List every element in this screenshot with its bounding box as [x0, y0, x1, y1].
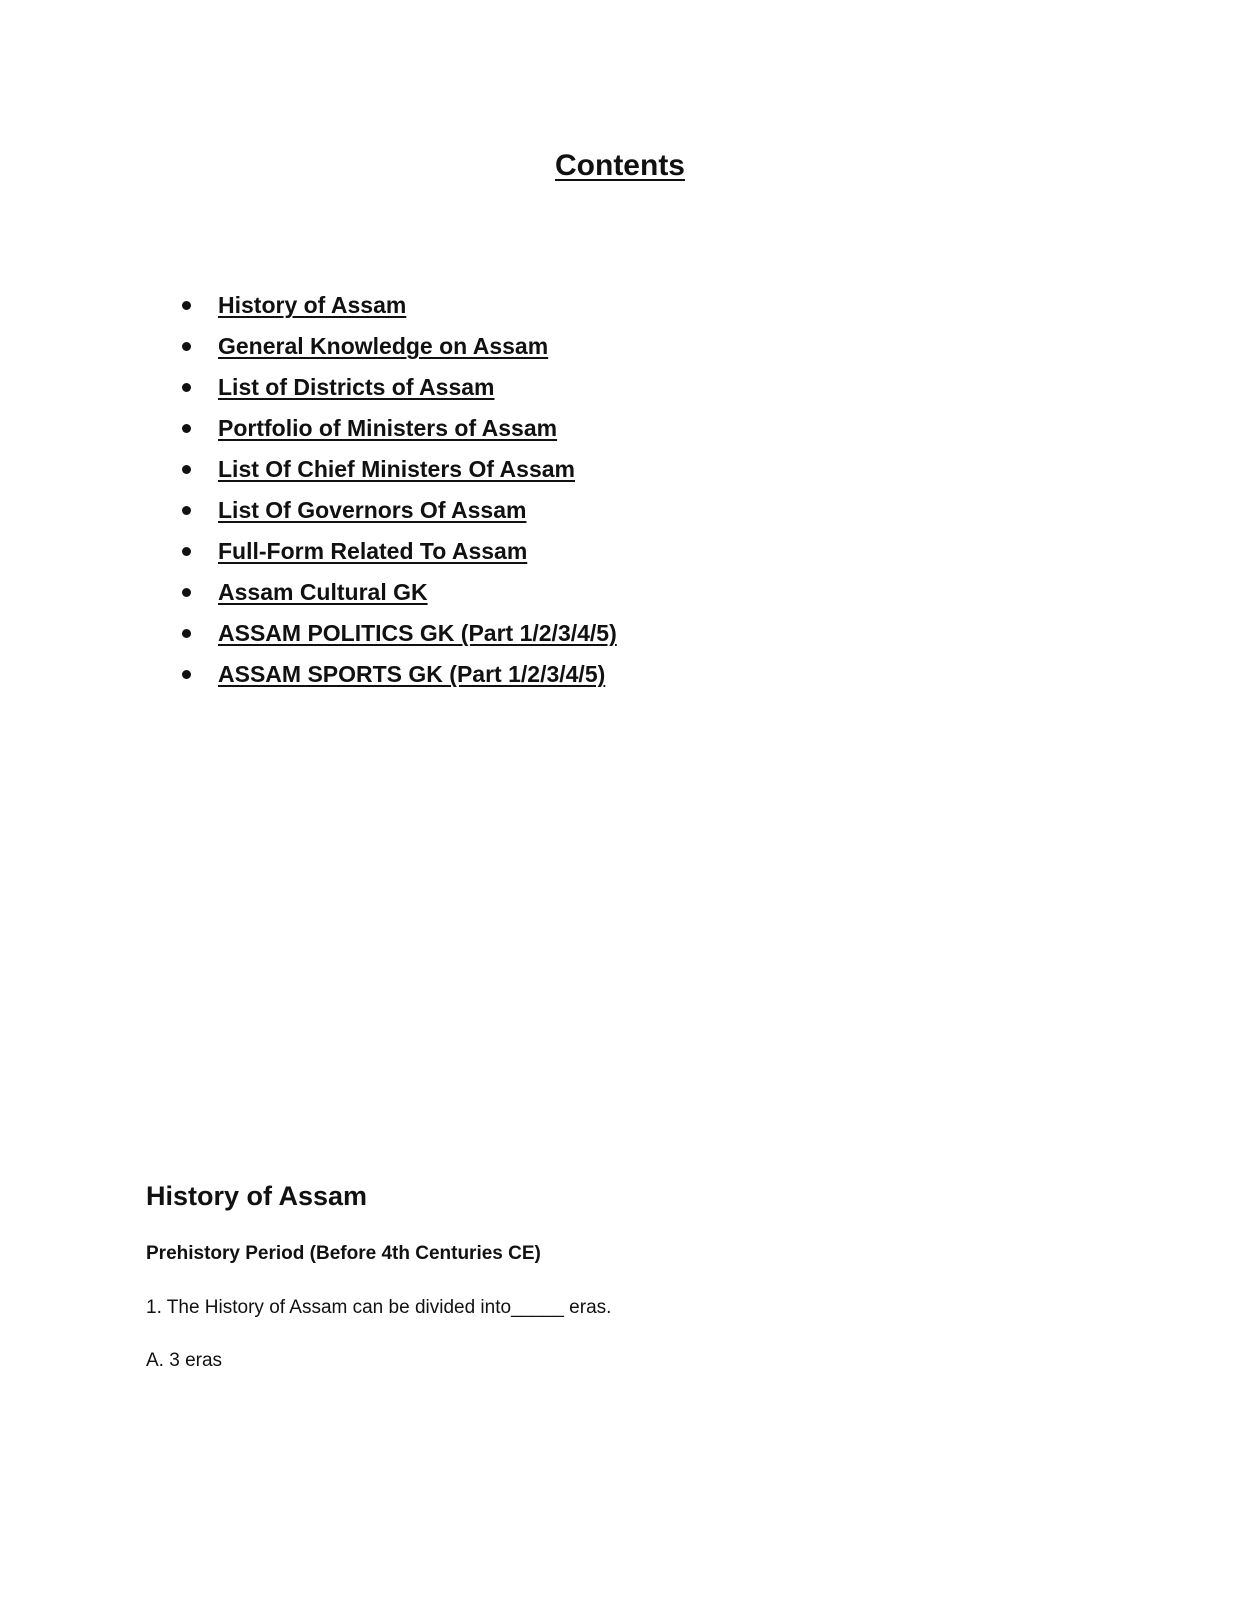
question-text: 1. The History of Assam can be divided into_____ eras.: [146, 1297, 612, 1318]
bullet-icon: [182, 629, 191, 638]
bullet-icon: [182, 670, 191, 679]
list-item: [180, 408, 617, 449]
toc-link-ministers-portfolio[interactable]: Portfolio of Ministers of Assam: [218, 415, 558, 441]
toc-link-general-knowledge[interactable]: General Knowledge on Assam: [218, 333, 549, 359]
bullet-icon: [182, 383, 191, 392]
toc-link-cultural-gk[interactable]: Assam Cultural GK: [218, 579, 428, 605]
list-item: [180, 490, 617, 531]
bullet-icon: [182, 342, 191, 351]
list-item: [180, 449, 617, 490]
bullet-icon: [182, 547, 191, 556]
list-item: [180, 285, 617, 326]
list-item: [180, 531, 617, 572]
toc-link-full-forms[interactable]: Full-Form Related To Assam: [218, 538, 528, 564]
bullet-icon: [182, 506, 191, 515]
answer-text: A. 3 eras: [146, 1350, 223, 1371]
toc-link-sports-gk[interactable]: ASSAM SPORTS GK (Part 1/2/3/4/5): [218, 661, 606, 687]
list-item: [180, 572, 617, 613]
bullet-icon: [182, 424, 191, 433]
bullet-icon: [182, 301, 191, 310]
contents-title: [0, 148, 1240, 184]
section-subheading: Prehistory Period (Before 4th Centuries CE): [146, 1243, 541, 1264]
list-item: [180, 367, 617, 408]
contents-title-text: Contents: [555, 149, 685, 182]
toc-link-politics-gk[interactable]: ASSAM POLITICS GK (Part 1/2/3/4/5): [218, 620, 617, 646]
list-item: [180, 613, 617, 654]
toc-link-governors[interactable]: List Of Governors Of Assam: [218, 497, 527, 523]
list-item: [180, 654, 617, 695]
toc-link-chief-ministers[interactable]: List Of Chief Ministers Of Assam: [218, 456, 575, 482]
bullet-icon: [182, 588, 191, 597]
section-heading: History of Assam: [146, 1181, 368, 1211]
toc-link-history-of-assam[interactable]: History of Assam: [218, 292, 407, 318]
toc-link-districts[interactable]: List of Districts of Assam: [218, 374, 495, 400]
bullet-icon: [182, 465, 191, 474]
list-item: [180, 326, 617, 367]
contents-list: [180, 285, 617, 695]
